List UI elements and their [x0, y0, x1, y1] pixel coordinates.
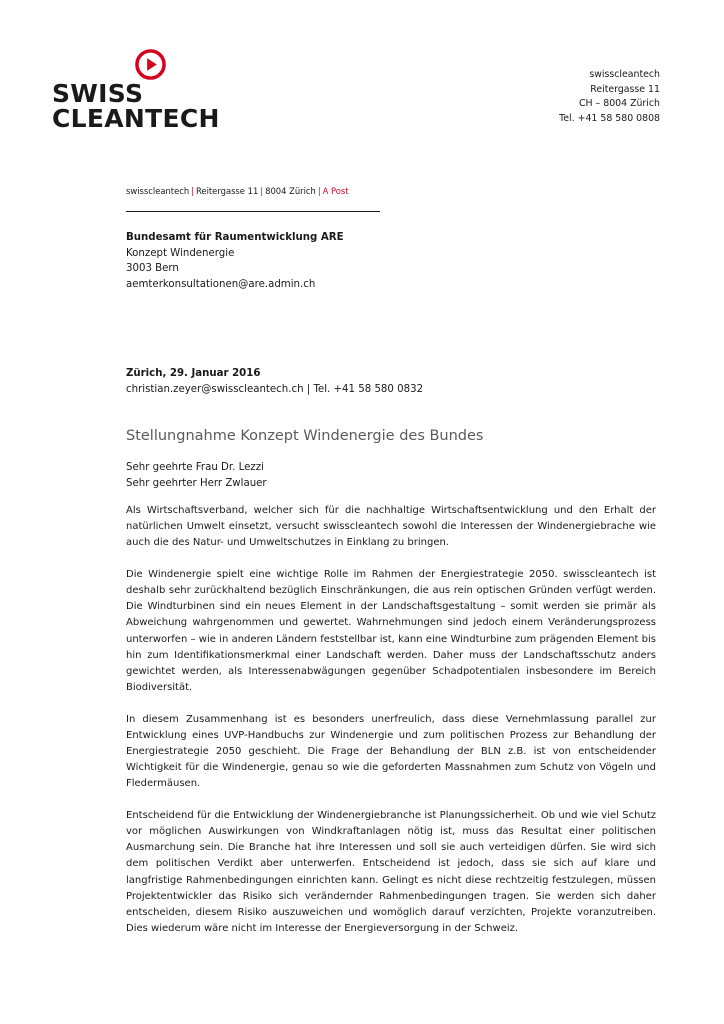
separator: |	[191, 186, 194, 196]
salutation-line: Sehr geehrte Frau Dr. Lezzi	[126, 462, 264, 473]
letter-subject: Stellungnahme Konzept Windenergie des Bundes	[126, 428, 484, 444]
play-circle-icon	[135, 49, 166, 80]
separator: |	[317, 186, 321, 196]
body-paragraph: Als Wirtschaftsverband, welcher sich für die nachhaltige Wirtschaftsentwicklung und den Erhalt der natürlichen Umwelt einsetzt, versucht swisscleantech sowohl die Interessen der Windenergiebrache wie auch die des Natur- und Umweltschutzes in Einklang zu bringen.	[126, 505, 656, 549]
sender-phone: Tel. +41 58 580 0808	[559, 112, 660, 124]
recipient-dept: Konzept Windenergie	[126, 247, 235, 259]
letter-body	[126, 503, 656, 953]
sender-street: Reitergasse 11	[590, 83, 660, 95]
recipient-org: Bundesamt für Raumentwicklung ARE	[126, 232, 344, 243]
body-paragraph: Die Windenergie spielt eine wichtige Rolle im Rahmen der Energiestrategie 2050. swisscleantech ist deshalb sehr zurückhaltend bezüglich Einschränkungen, die aus rein optischen Gründen verfügt werden. Die Windturbinen sind ein neues Element in der Landschaftsgestaltung – somit werden sie primär als Abweichung wahrgenommen und gewertet. Wahrnehmungen sind jedoch einem Veränderungsprozess unterworfen – wie in anderen Ländern feststellbar ist, kann eine Windturbine zum prägenden Element bis hin zum Identifikationsmerkmal einer Landschaft werden. Daher muss der Landschaftsschutz anders gewichtet werden, als Interessenabwägungen gegenüber Schadpotentialen insbesondere im Bereich Biodiversität.	[126, 568, 656, 694]
body-paragraph: In diesem Zusammenhang ist es besonders unerfreulich, dass diese Vernehmlassung parallel zur Entwicklung eines UVP-Handbuchs zur Windenergie und zum politischen Prozess zur Behandlung der Energiestrategie 2050 geschieht. Die Frage der Behandlung der BLN z.B. ist von entscheidender Wichtigkeit für die Windenergie, genau so wie die geforderten Massnahmen zum Schutz von Vögeln und Fledermäusen.	[126, 713, 656, 790]
logo-text-swiss: SWISS	[52, 79, 144, 108]
return-post-type: A Post	[322, 186, 349, 196]
salutation-line: Sehr geehrter Herr Zwlauer	[126, 478, 267, 489]
date-block	[126, 366, 423, 397]
body-paragraph: Entscheidend für die Entwicklung der Windenergiebranche ist Planungssicherheit. Ob und wie viel Schutz vor möglichen Auswirkungen von Windkraftanlagen nötig ist, muss das Resultat einer politischen Ausmarchung sein. Die Branche hat ihre Interessen und soll sie auch verteidigen dürfen. Sie wird sich dem politischen Verdikt aber unterwerfen. Entscheidend ist jedoch, dass sie sich auf klare und langfristige Rahmenbedingungen einrichten kann. Gelingt es nicht diese rechtzeitig festzulegen, müssen Projektentwickler das Risiko sich verändernder Rahmenbedingungen tragen. Sie werden sich daher entscheiden, diesem Risiko auszuweichen und womöglich darauf verzichten, Projekte voranzutreiben. Dies wiederum wäre nicht im Interesse der Energieversorgung in der Schweiz.	[126, 810, 656, 935]
logo-text-cleantech: CLEANTECH	[52, 104, 220, 133]
sender-address	[559, 68, 660, 126]
recipient-address	[126, 230, 344, 292]
date-line: Zürich, 29. Januar 2016	[126, 368, 261, 379]
address-divider	[126, 211, 380, 212]
separator: |	[260, 186, 264, 196]
return-address-line	[126, 186, 349, 196]
contact-line: christian.zeyer@swisscleantech.ch | Tel. +41 58 580 0832	[126, 383, 424, 395]
return-name: swisscleantech	[126, 186, 190, 196]
sender-name: swisscleantech	[589, 69, 660, 80]
salutation	[126, 460, 267, 492]
recipient-city: 3003 Bern	[126, 263, 179, 275]
return-street: Reitergasse 11	[195, 186, 259, 196]
recipient-email: aemterkonsultationen@are.admin.ch	[126, 278, 316, 290]
sender-city: CH – 8004 Zürich	[578, 98, 660, 109]
return-city: 8004 Zürich	[265, 186, 316, 196]
swisscleantech-logo	[52, 44, 220, 133]
